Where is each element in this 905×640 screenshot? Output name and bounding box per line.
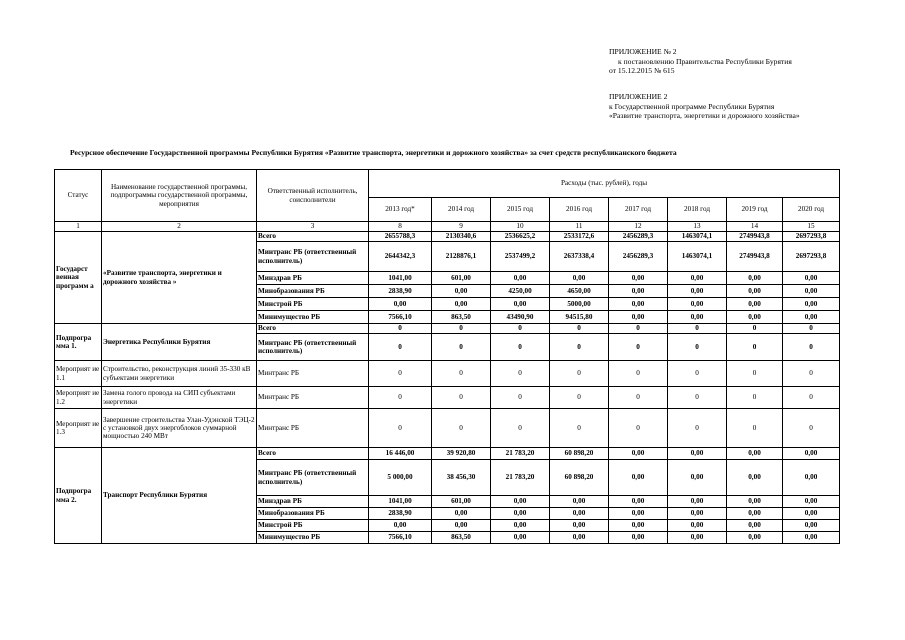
appendix-header-1-line1: ПРИЛОЖЕНИЕ № 2 bbox=[609, 47, 677, 56]
name-cell: Завершение строительства Улан-Удэнской ТЭЦ-2 с установкой двух энергоблоков суммарной мощностью 240 МВт bbox=[102, 409, 257, 448]
header-year: 2013 год* bbox=[369, 198, 432, 222]
value-cell: 0 bbox=[550, 334, 609, 361]
value-cell: 0 bbox=[609, 409, 668, 448]
value-cell: 0,00 bbox=[609, 508, 668, 520]
value-cell: 38 456,30 bbox=[432, 460, 491, 496]
executor-cell: Минтранс РБ (ответственный исполнитель) bbox=[257, 334, 369, 361]
executor-cell: Минимущество РБ bbox=[257, 532, 369, 544]
value-cell: 0,00 bbox=[727, 311, 783, 324]
value-cell: 0,00 bbox=[783, 272, 840, 285]
value-cell: 0,00 bbox=[668, 496, 727, 508]
value-cell: 0,00 bbox=[550, 508, 609, 520]
value-cell: 0,00 bbox=[668, 508, 727, 520]
value-cell: 0,00 bbox=[668, 298, 727, 311]
executor-cell: Всего bbox=[257, 448, 369, 460]
value-cell: 0 bbox=[432, 324, 491, 334]
value-cell: 0 bbox=[369, 334, 432, 361]
executor-cell: Минтранс РБ bbox=[257, 361, 369, 387]
column-number: 1 bbox=[55, 222, 102, 232]
column-number: 13 bbox=[668, 222, 727, 232]
value-cell: 0,00 bbox=[491, 532, 550, 544]
value-cell: 0 bbox=[491, 361, 550, 387]
executor-cell: Минтранс РБ (ответственный исполнитель) bbox=[257, 460, 369, 496]
value-cell: 2838,90 bbox=[369, 508, 432, 520]
value-cell: 0,00 bbox=[609, 272, 668, 285]
table-column-numbers-row bbox=[55, 222, 840, 232]
value-cell: 0 bbox=[369, 387, 432, 409]
value-cell: 0 bbox=[727, 361, 783, 387]
value-cell: 0,00 bbox=[783, 532, 840, 544]
value-cell: 2749943,8 bbox=[727, 242, 783, 272]
header-year: 2019 год bbox=[727, 198, 783, 222]
value-cell: 0,00 bbox=[727, 508, 783, 520]
column-number: 11 bbox=[550, 222, 609, 232]
column-number: 10 bbox=[491, 222, 550, 232]
header-year: 2020 год bbox=[783, 198, 840, 222]
value-cell: 2749943,8 bbox=[727, 232, 783, 242]
value-cell: 0,00 bbox=[609, 532, 668, 544]
column-number: 8 bbox=[369, 222, 432, 232]
executor-cell: Минтранс РБ (ответственный исполнитель) bbox=[257, 242, 369, 272]
value-cell: 0,00 bbox=[432, 285, 491, 298]
value-cell: 601,00 bbox=[432, 272, 491, 285]
value-cell: 0,00 bbox=[491, 520, 550, 532]
value-cell: 0 bbox=[609, 334, 668, 361]
status-cell: Мероприят ие 1.1 bbox=[55, 361, 102, 387]
value-cell: 5 000,00 bbox=[369, 460, 432, 496]
value-cell: 94515,80 bbox=[550, 311, 609, 324]
value-cell: 2697293,8 bbox=[783, 232, 840, 242]
value-cell: 0,00 bbox=[609, 460, 668, 496]
value-cell: 2456289,3 bbox=[609, 242, 668, 272]
value-cell: 0,00 bbox=[550, 272, 609, 285]
value-cell: 0,00 bbox=[783, 460, 840, 496]
value-cell: 0 bbox=[550, 361, 609, 387]
status-cell: Подпрогра мма 1. bbox=[55, 324, 102, 361]
header-expenses: Расходы (тыс. рублей), годы bbox=[369, 170, 840, 198]
value-cell: 0,00 bbox=[783, 298, 840, 311]
status-cell: Подпрогра мма 2. bbox=[55, 448, 102, 544]
column-number: 2 bbox=[102, 222, 257, 232]
value-cell: 0,00 bbox=[491, 496, 550, 508]
value-cell: 0,00 bbox=[783, 285, 840, 298]
value-cell: 0,00 bbox=[668, 311, 727, 324]
value-cell: 60 898,20 bbox=[550, 460, 609, 496]
value-cell: 0,00 bbox=[783, 311, 840, 324]
value-cell: 0,00 bbox=[668, 520, 727, 532]
status-cell: Мероприят ие 1.3 bbox=[55, 409, 102, 448]
value-cell: 0 bbox=[783, 324, 840, 334]
status-cell: Государст венная программ а bbox=[55, 232, 102, 324]
value-cell: 0,00 bbox=[668, 448, 727, 460]
value-cell: 0,00 bbox=[727, 298, 783, 311]
value-cell: 2128876,1 bbox=[432, 242, 491, 272]
table-row bbox=[55, 361, 840, 387]
executor-cell: Минстрой РБ bbox=[257, 298, 369, 311]
value-cell: 0 bbox=[727, 409, 783, 448]
status-cell: Мероприят ие 1.2 bbox=[55, 387, 102, 409]
value-cell: 16 446,00 bbox=[369, 448, 432, 460]
header-year: 2018 год bbox=[668, 198, 727, 222]
value-cell: 2537499,2 bbox=[491, 242, 550, 272]
executor-cell: Минимущество РБ bbox=[257, 311, 369, 324]
appendix-header-1-line3: от 15.12.2015 № 615 bbox=[609, 66, 675, 76]
executor-cell: Минздрав РБ bbox=[257, 496, 369, 508]
value-cell: 2637338,4 bbox=[550, 242, 609, 272]
executor-cell: Минздрав РБ bbox=[257, 272, 369, 285]
value-cell: 0 bbox=[432, 409, 491, 448]
header-year: 2014 год bbox=[432, 198, 491, 222]
executor-cell: Минстрой РБ bbox=[257, 520, 369, 532]
header-year: 2016 год bbox=[550, 198, 609, 222]
value-cell: 0 bbox=[609, 387, 668, 409]
value-cell: 2838,90 bbox=[369, 285, 432, 298]
appendix-header-2 bbox=[609, 92, 800, 121]
value-cell: 0,00 bbox=[432, 298, 491, 311]
appendix-header-2-line1: ПРИЛОЖЕНИЕ 2 bbox=[609, 92, 668, 101]
value-cell: 0 bbox=[432, 387, 491, 409]
value-cell: 1463074,1 bbox=[668, 242, 727, 272]
value-cell: 0,00 bbox=[609, 311, 668, 324]
column-number: 3 bbox=[257, 222, 369, 232]
header-year: 2017 год bbox=[609, 198, 668, 222]
value-cell: 39 920,80 bbox=[432, 448, 491, 460]
value-cell: 0,00 bbox=[727, 448, 783, 460]
value-cell: 4250,00 bbox=[491, 285, 550, 298]
value-cell: 1041,00 bbox=[369, 496, 432, 508]
value-cell: 0 bbox=[491, 409, 550, 448]
name-cell: Замена голого провода на СИП субъектами энергетики bbox=[102, 387, 257, 409]
value-cell: 21 783,20 bbox=[491, 460, 550, 496]
value-cell: 0 bbox=[668, 409, 727, 448]
value-cell: 7566,10 bbox=[369, 532, 432, 544]
table-row bbox=[55, 448, 840, 460]
value-cell: 0,00 bbox=[668, 285, 727, 298]
value-cell: 863,50 bbox=[432, 532, 491, 544]
table-row bbox=[55, 387, 840, 409]
column-number: 15 bbox=[783, 222, 840, 232]
value-cell: 0,00 bbox=[727, 532, 783, 544]
value-cell: 0,00 bbox=[491, 508, 550, 520]
value-cell: 2533172,6 bbox=[550, 232, 609, 242]
value-cell: 0 bbox=[609, 324, 668, 334]
value-cell: 0 bbox=[783, 409, 840, 448]
value-cell: 0 bbox=[668, 324, 727, 334]
name-cell: Энергетика Республики Бурятия bbox=[102, 324, 257, 361]
value-cell: 2130340,6 bbox=[432, 232, 491, 242]
value-cell: 1463074,1 bbox=[668, 232, 727, 242]
executor-cell: Минобразования РБ bbox=[257, 508, 369, 520]
value-cell: 0 bbox=[369, 409, 432, 448]
value-cell: 60 898,20 bbox=[550, 448, 609, 460]
value-cell: 0 bbox=[783, 361, 840, 387]
value-cell: 0 bbox=[668, 387, 727, 409]
document-title: Ресурсное обеспечение Государственной программы Республики Бурятия «Развитие транспорта, энергетики и дорожного хозяйства» за счет средств республиканского бюджета bbox=[70, 148, 677, 157]
table-row bbox=[55, 232, 840, 242]
column-number: 9 bbox=[432, 222, 491, 232]
value-cell: 5000,00 bbox=[550, 298, 609, 311]
name-cell: «Развитие транспорта, энергетики и дорожного хозяйства » bbox=[102, 232, 257, 324]
value-cell: 0 bbox=[432, 334, 491, 361]
header-executor: Ответственный исполнитель, соисполнители bbox=[257, 170, 369, 222]
value-cell: 863,50 bbox=[432, 311, 491, 324]
executor-cell: Минобразования РБ bbox=[257, 285, 369, 298]
value-cell: 2697293,8 bbox=[783, 242, 840, 272]
executor-cell: Минтранс РБ bbox=[257, 409, 369, 448]
value-cell: 0 bbox=[727, 387, 783, 409]
value-cell: 0,00 bbox=[783, 520, 840, 532]
appendix-header-1 bbox=[609, 47, 792, 76]
value-cell: 1041,00 bbox=[369, 272, 432, 285]
value-cell: 0 bbox=[550, 387, 609, 409]
value-cell: 0,00 bbox=[609, 285, 668, 298]
value-cell: 0,00 bbox=[668, 460, 727, 496]
column-number: 12 bbox=[609, 222, 668, 232]
value-cell: 0,00 bbox=[609, 520, 668, 532]
table-row bbox=[55, 409, 840, 448]
value-cell: 0,00 bbox=[783, 448, 840, 460]
value-cell: 0 bbox=[609, 361, 668, 387]
value-cell: 2536625,2 bbox=[491, 232, 550, 242]
header-name: Наименование государственной программы, подпрограммы государственной программы, мероприятия bbox=[102, 170, 257, 222]
value-cell: 0,00 bbox=[550, 496, 609, 508]
value-cell: 43490,90 bbox=[491, 311, 550, 324]
value-cell: 0,00 bbox=[609, 496, 668, 508]
value-cell: 2456289,3 bbox=[609, 232, 668, 242]
value-cell: 0,00 bbox=[727, 285, 783, 298]
value-cell: 0 bbox=[369, 361, 432, 387]
value-cell: 0,00 bbox=[727, 272, 783, 285]
name-cell: Транспорт Республики Бурятия bbox=[102, 448, 257, 544]
appendix-header-2-line3: «Развитие транспорта, энергетики и дорожного хозяйства» bbox=[609, 111, 800, 121]
value-cell: 2644342,3 bbox=[369, 242, 432, 272]
value-cell: 0,00 bbox=[668, 272, 727, 285]
value-cell: 0,00 bbox=[783, 496, 840, 508]
value-cell: 0 bbox=[491, 334, 550, 361]
value-cell: 21 783,20 bbox=[491, 448, 550, 460]
value-cell: 0,00 bbox=[432, 508, 491, 520]
table-row bbox=[55, 324, 840, 334]
header-year: 2015 год bbox=[491, 198, 550, 222]
value-cell: 0,00 bbox=[491, 298, 550, 311]
value-cell: 0,00 bbox=[432, 520, 491, 532]
appendix-header-1-line2: к постановлению Правительства Республики Бурятия bbox=[618, 56, 792, 66]
value-cell: 0 bbox=[783, 334, 840, 361]
value-cell: 0,00 bbox=[491, 272, 550, 285]
value-cell: 0 bbox=[491, 324, 550, 334]
value-cell: 0 bbox=[550, 324, 609, 334]
value-cell: 0 bbox=[783, 387, 840, 409]
value-cell: 0 bbox=[550, 409, 609, 448]
table-header-row bbox=[55, 170, 840, 198]
value-cell: 0 bbox=[432, 361, 491, 387]
value-cell: 0 bbox=[668, 334, 727, 361]
value-cell: 0 bbox=[491, 387, 550, 409]
value-cell: 0,00 bbox=[668, 532, 727, 544]
value-cell: 0,00 bbox=[609, 298, 668, 311]
value-cell: 0,00 bbox=[369, 520, 432, 532]
value-cell: 0 bbox=[727, 334, 783, 361]
resource-table bbox=[54, 169, 840, 544]
value-cell: 0,00 bbox=[783, 508, 840, 520]
header-status: Статус bbox=[55, 170, 102, 222]
appendix-header-2-line2: к Государственной программе Республики Бурятия bbox=[609, 101, 775, 111]
value-cell: 601,00 bbox=[432, 496, 491, 508]
value-cell: 0,00 bbox=[550, 532, 609, 544]
value-cell: 0 bbox=[369, 324, 432, 334]
value-cell: 0 bbox=[668, 361, 727, 387]
executor-cell: Всего bbox=[257, 232, 369, 242]
executor-cell: Всего bbox=[257, 324, 369, 334]
value-cell: 7566,10 bbox=[369, 311, 432, 324]
value-cell: 0,00 bbox=[727, 496, 783, 508]
value-cell: 0,00 bbox=[550, 520, 609, 532]
value-cell: 2655788,3 bbox=[369, 232, 432, 242]
value-cell: 0,00 bbox=[369, 298, 432, 311]
value-cell: 0,00 bbox=[609, 448, 668, 460]
value-cell: 0 bbox=[727, 324, 783, 334]
value-cell: 0,00 bbox=[727, 460, 783, 496]
column-number: 14 bbox=[727, 222, 783, 232]
name-cell: Строительство, реконструкция линий 35-330 кВ субъектами энергетики bbox=[102, 361, 257, 387]
value-cell: 4650,00 bbox=[550, 285, 609, 298]
executor-cell: Минтранс РБ bbox=[257, 387, 369, 409]
value-cell: 0,00 bbox=[727, 520, 783, 532]
